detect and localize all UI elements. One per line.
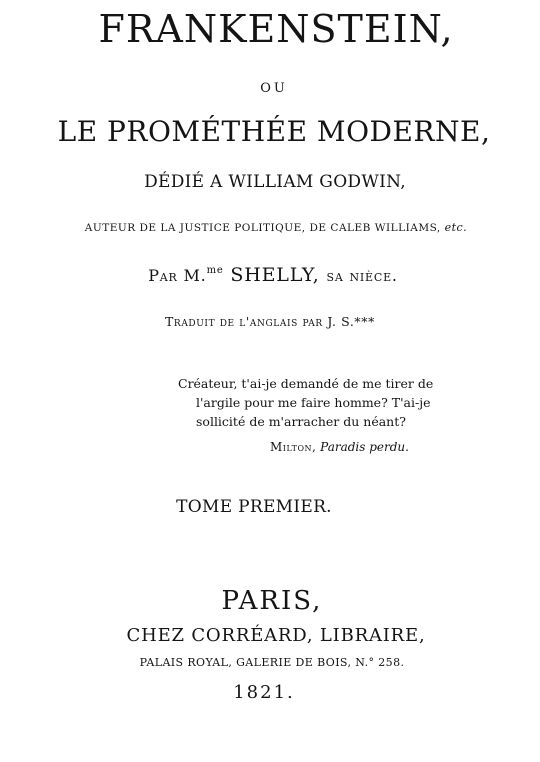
epigraph-attribution xyxy=(270,440,409,454)
volume-label: TOME PREMIER. xyxy=(176,497,332,517)
imprint-publisher: CHEZ CORRÉARD, LIBRAIRE, xyxy=(126,625,426,646)
translator-name: J. S.*** xyxy=(327,314,375,329)
title-conjunction: OU xyxy=(260,81,288,96)
imprint-address: PALAIS ROYAL, GALERIE DE BOIS, N.° 258. xyxy=(139,656,405,669)
dedicatee-works-line xyxy=(6,222,540,234)
dedicatee-etc: etc. xyxy=(444,221,468,234)
imprint-city: PARIS, xyxy=(221,586,323,616)
author-name: SHELLY, xyxy=(230,264,320,286)
imprint-year: 1821. xyxy=(233,682,295,703)
translator-line xyxy=(0,316,540,329)
dedicatee-works: AUTEUR DE LA JUSTICE POLITIQUE, DE CALEB WILLIAMS, xyxy=(84,222,441,234)
author-line xyxy=(3,266,540,285)
author-prefix: Par M. xyxy=(148,266,207,285)
epigraph xyxy=(178,374,478,431)
epigraph-line-3: sollicité de m'arracher du néant? xyxy=(196,414,406,429)
dedication-line: DÉDIÉ A WILLIAM GODWIN, xyxy=(144,172,406,192)
author-title-sup: me xyxy=(206,265,224,276)
author-suffix: sa nièce. xyxy=(326,266,398,285)
epigraph-work: Paradis perdu. xyxy=(320,440,409,454)
translator-prefix: Traduit de l'anglais par xyxy=(165,314,323,329)
book-title: FRANKENSTEIN, xyxy=(98,7,454,51)
epigraph-line-1: Créateur, t'ai-je demandé de me tirer de xyxy=(178,376,434,391)
epigraph-author: Milton, xyxy=(270,440,317,454)
book-subtitle: LE PROMÉTHÉE MODERNE, xyxy=(57,115,491,148)
epigraph-line-2: l'argile pour me faire homme? T'ai-je xyxy=(196,395,431,410)
